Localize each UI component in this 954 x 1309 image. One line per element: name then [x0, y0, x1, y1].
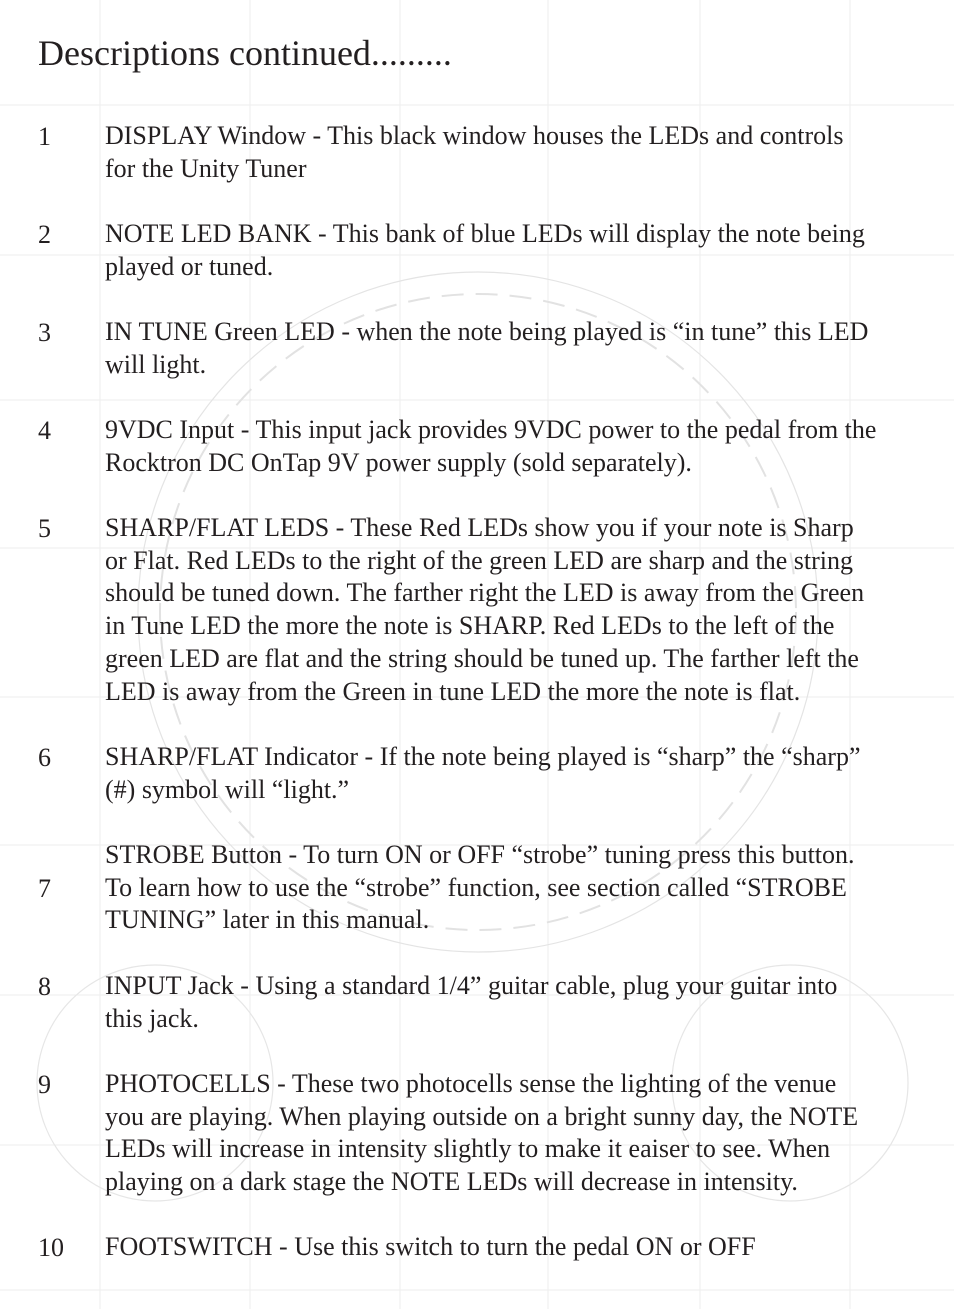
description-line: IN TUNE Green LED - when the note being played is “in tune” this LED [105, 317, 869, 346]
description-line: (#) symbol will “light.” [105, 774, 350, 804]
description-line: TUNING” later in this manual. [105, 905, 430, 935]
item-description [105, 414, 920, 479]
item-number: 9 [38, 1070, 51, 1099]
description-line: should be tuned down. The farther right the LED is away from the Green [105, 578, 865, 608]
description-line: this jack. [105, 1003, 199, 1033]
item-number: 3 [38, 318, 51, 347]
item-number: 2 [38, 220, 51, 249]
description-line: FOOTSWITCH - Use this switch to turn the pedal ON or OFF [105, 1232, 756, 1261]
description-line: To learn how to use the “strobe” function, see section called “STROBE [105, 872, 847, 902]
description-line: playing on a dark stage the NOTE LEDs will decrease in intensity. [105, 1167, 798, 1197]
item-number: 4 [38, 416, 51, 445]
item-description [105, 1068, 920, 1199]
description-line: played or tuned. [105, 251, 274, 281]
item-number: 8 [38, 972, 51, 1001]
description-line: in Tune LED the more the note is SHARP. Red LEDs to the left of the [105, 611, 835, 641]
description-line: for the Unity Tuner [105, 153, 307, 183]
item-description [105, 741, 920, 806]
description-line: or Flat. Red LEDs to the right of the green LED are sharp and the string [105, 545, 854, 575]
item-description [105, 316, 920, 381]
item-number: 5 [38, 514, 51, 543]
item-description [105, 839, 920, 937]
item-number: 7 [38, 874, 51, 903]
description-line: LEDs will increase in intensity slightly to make it eaiser to see. When [105, 1134, 831, 1164]
description-line: DISPLAY Window - This black window houses the LEDs and controls [105, 121, 844, 150]
description-line: will light. [105, 349, 207, 379]
item-number: 1 [38, 122, 51, 151]
item-description [105, 970, 920, 1035]
item-description [105, 512, 920, 708]
item-number: 6 [38, 743, 51, 772]
description-line: green LED are flat and the string should be tuned up. The farther left the [105, 643, 859, 673]
description-line: 9VDC Input - This input jack provides 9VDC power to the pedal from the [105, 415, 877, 444]
description-line: Rocktron DC OnTap 9V power supply (sold separately). [105, 447, 692, 477]
description-line: LED is away from the Green in tune LED the more the note is flat. [105, 676, 801, 706]
description-line: you are playing. When playing outside on a bright sunny day, the NOTE [105, 1101, 859, 1131]
description-line: STROBE Button - To turn ON or OFF “strobe” tuning press this button. [105, 840, 855, 869]
description-line: INPUT Jack - Using a standard 1/4” guitar cable, plug your guitar into [105, 971, 838, 1000]
item-description [105, 1231, 920, 1264]
page-title: Descriptions continued......... [38, 33, 452, 73]
item-description [105, 120, 920, 185]
description-line: SHARP/FLAT LEDS - These Red LEDs show you if your note is Sharp [105, 513, 854, 542]
description-line: SHARP/FLAT Indicator - If the note being played is “sharp” the “sharp” [105, 742, 861, 771]
description-line: PHOTOCELLS - These two photocells sense the lighting of the venue [105, 1069, 837, 1098]
description-line: NOTE LED BANK - This bank of blue LEDs will display the note being [105, 219, 865, 248]
item-description [105, 218, 920, 283]
item-number: 10 [38, 1233, 64, 1262]
